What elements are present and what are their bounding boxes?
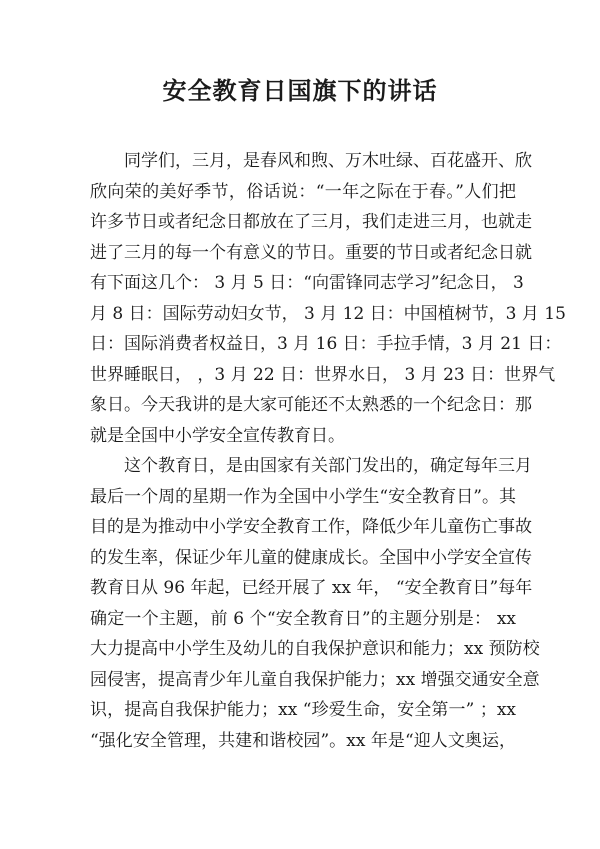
paragraph-line: 识，提高自我保护能力；xx “珍爱生命，安全第一” ；xx: [90, 700, 516, 720]
paragraph-line: 园侵害，提高青少年儿童自我保护能力；xx 增强交通安全意: [90, 669, 540, 690]
paragraph-line: “强化安全管理，共建和谐校园”。xx 年是“迎人文奥运，: [90, 730, 516, 751]
paragraph-2: [90, 451, 540, 756]
paragraph-line: 大力提高中小学生及幼儿的自我保护意识和能力；xx 预防校: [90, 639, 540, 659]
document-title: 安全教育日国旗下的讲话: [162, 76, 438, 105]
paragraph-line: 最后一个周的星期一作为全国中小学生“安全教育日”。其: [90, 486, 516, 507]
paragraph-line: 目的是为推动中小学安全教育工作，降低少年儿童伤亡事故: [90, 517, 532, 537]
document-body: [90, 146, 566, 756]
paragraph-line: 象日。今天我讲的是大家可能还不太熟悉的一个纪念日：那: [90, 395, 532, 415]
paragraph-line: 世界睡眠日， ，3 月 22 日：世界水日， 3 月 23 日：世界气: [90, 364, 556, 385]
paragraph-line: 许多节日或者纪念日都放在了三月，我们走进三月，也就走: [90, 212, 532, 232]
paragraph-line: 就是全国中小学安全宣传教育日。: [90, 425, 345, 446]
paragraph-line: 进了三月的每一个有意义的节日。重要的节日或者纪念日就: [90, 242, 532, 263]
paragraph-line: 欣向荣的美好季节，俗话说：“一年之际在于春。”人们把: [90, 181, 516, 202]
paragraph-line: 同学们，三月，是春风和煦、万木吐绿、百花盛开、欣: [124, 151, 532, 171]
paragraph-line: 这个教育日，是由国家有关部门发出的，确定每年三月: [124, 456, 532, 476]
paragraph-line: 确定一个主题，前 6 个“安全教育日”的主题分别是： xx: [90, 608, 516, 629]
paragraph-line: 的发生率，保证少年儿童的健康成长。全国中小学安全宣传: [90, 547, 532, 568]
paragraph-line: 有下面这几个： 3 月 5 日：“向雷锋同志学习”纪念日， 3: [90, 273, 524, 293]
paragraph-line: 月 8 日：国际劳动妇女节， 3 月 12 日：中国植树节，3 月 15: [90, 303, 566, 324]
paragraph-line: 教育日从 96 年起，已经开展了 xx 年， “安全教育日”每年: [90, 578, 533, 598]
paragraph-1: [90, 146, 566, 451]
paragraph-line: 日：国际消费者权益日，3 月 16 日：手拉手情，3 月 21 日：: [90, 334, 562, 354]
